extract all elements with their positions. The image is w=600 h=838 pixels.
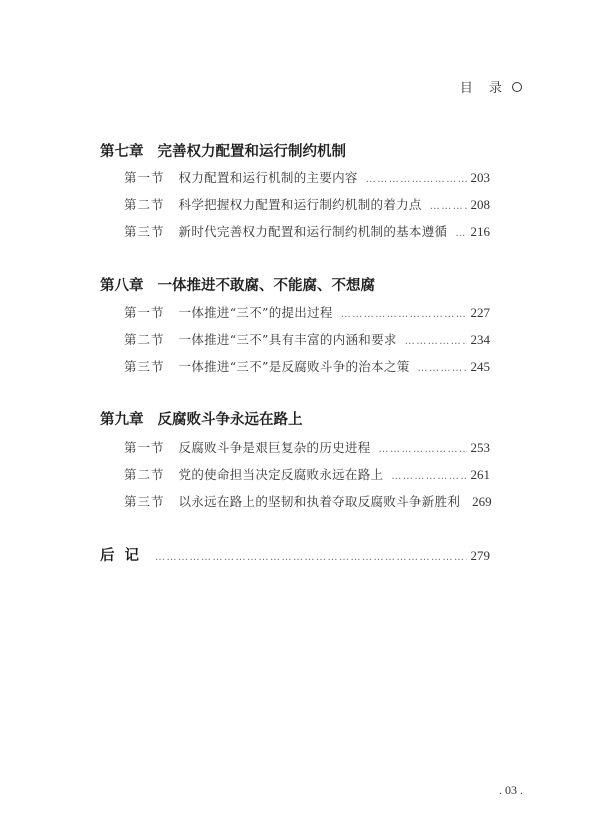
footer-page-number: . 03 . xyxy=(499,783,523,797)
section-title: 反腐败斗争是艰巨复杂的历史进程 xyxy=(178,440,371,455)
page-number: 203 xyxy=(470,170,490,185)
section-title: 一体推进“三不”具有丰富的内涵和要求 xyxy=(178,332,397,347)
chapter-heading xyxy=(100,140,346,161)
page-number: 253 xyxy=(470,440,490,455)
section-number: 第一节 xyxy=(124,170,165,185)
chapter-title: 一体推进不敢腐、不能腐、不想腐 xyxy=(157,278,375,294)
chapter-title: 反腐败斗争永远在路上 xyxy=(157,412,303,428)
page-number: 208 xyxy=(470,197,490,212)
circle-ornament-icon xyxy=(512,82,522,92)
toc-entry[interactable] xyxy=(124,357,490,375)
chapter-number: 第九章 xyxy=(100,412,144,428)
section-title: 党的使命担当决定反腐败永远在路上 xyxy=(178,467,384,482)
dot-leader xyxy=(366,174,467,185)
running-header xyxy=(460,77,522,96)
section-number: 第二节 xyxy=(124,197,165,212)
section-title: 一体推进“三不”是反腐败斗争的治本之策 xyxy=(178,359,410,374)
dot-leader xyxy=(341,309,467,320)
chapter-heading xyxy=(100,408,303,429)
section-number: 第一节 xyxy=(124,305,165,320)
dot-leader xyxy=(418,363,467,374)
chapter-heading xyxy=(100,274,375,295)
toc-entry[interactable] xyxy=(124,492,490,510)
section-title: 一体推进“三不”的提出过程 xyxy=(178,305,333,320)
dot-leader xyxy=(430,201,467,212)
toc-entry[interactable] xyxy=(124,195,490,213)
chapter-number: 第七章 xyxy=(100,144,144,160)
page-number: 269 xyxy=(472,494,492,509)
toc-entry[interactable] xyxy=(124,168,490,186)
section-number: 第二节 xyxy=(124,467,165,482)
toc-entry[interactable] xyxy=(124,330,490,348)
section-number: 第三节 xyxy=(124,359,165,374)
page-number: 279 xyxy=(470,548,490,563)
page-number: 234 xyxy=(470,332,490,347)
dot-leader xyxy=(405,336,467,347)
toc-entry-postscript[interactable] xyxy=(100,544,490,565)
toc-entry[interactable] xyxy=(124,465,490,483)
section-number: 第二节 xyxy=(124,332,165,347)
page-number: 245 xyxy=(470,359,490,374)
section-title: 以永远在路上的坚韧和执着夺取反腐败斗争新胜利 xyxy=(178,494,461,509)
page-number: 216 xyxy=(470,224,490,239)
section-number: 第三节 xyxy=(124,494,165,509)
dot-leader xyxy=(379,444,467,455)
section-title: 新时代完善权力配置和运行制约机制的基本遵循 xyxy=(178,224,448,239)
dot-leader xyxy=(155,552,467,563)
chapter-title: 完善权力配置和运行制约机制 xyxy=(157,144,346,160)
toc-entry[interactable] xyxy=(124,438,490,456)
postscript-label: 后记 xyxy=(100,548,149,564)
dot-leader xyxy=(455,228,466,239)
header-title: 目 录 xyxy=(459,81,508,96)
page-number: 261 xyxy=(470,467,490,482)
page-number: 227 xyxy=(470,305,490,320)
section-number: 第三节 xyxy=(124,224,165,239)
section-title: 科学把握权力配置和运行制约机制的着力点 xyxy=(178,197,422,212)
dot-leader xyxy=(391,471,466,482)
section-title: 权力配置和运行机制的主要内容 xyxy=(178,170,358,185)
toc-entry[interactable] xyxy=(124,303,490,321)
section-number: 第一节 xyxy=(124,440,165,455)
chapter-number: 第八章 xyxy=(100,278,144,294)
toc-entry[interactable] xyxy=(124,222,490,240)
